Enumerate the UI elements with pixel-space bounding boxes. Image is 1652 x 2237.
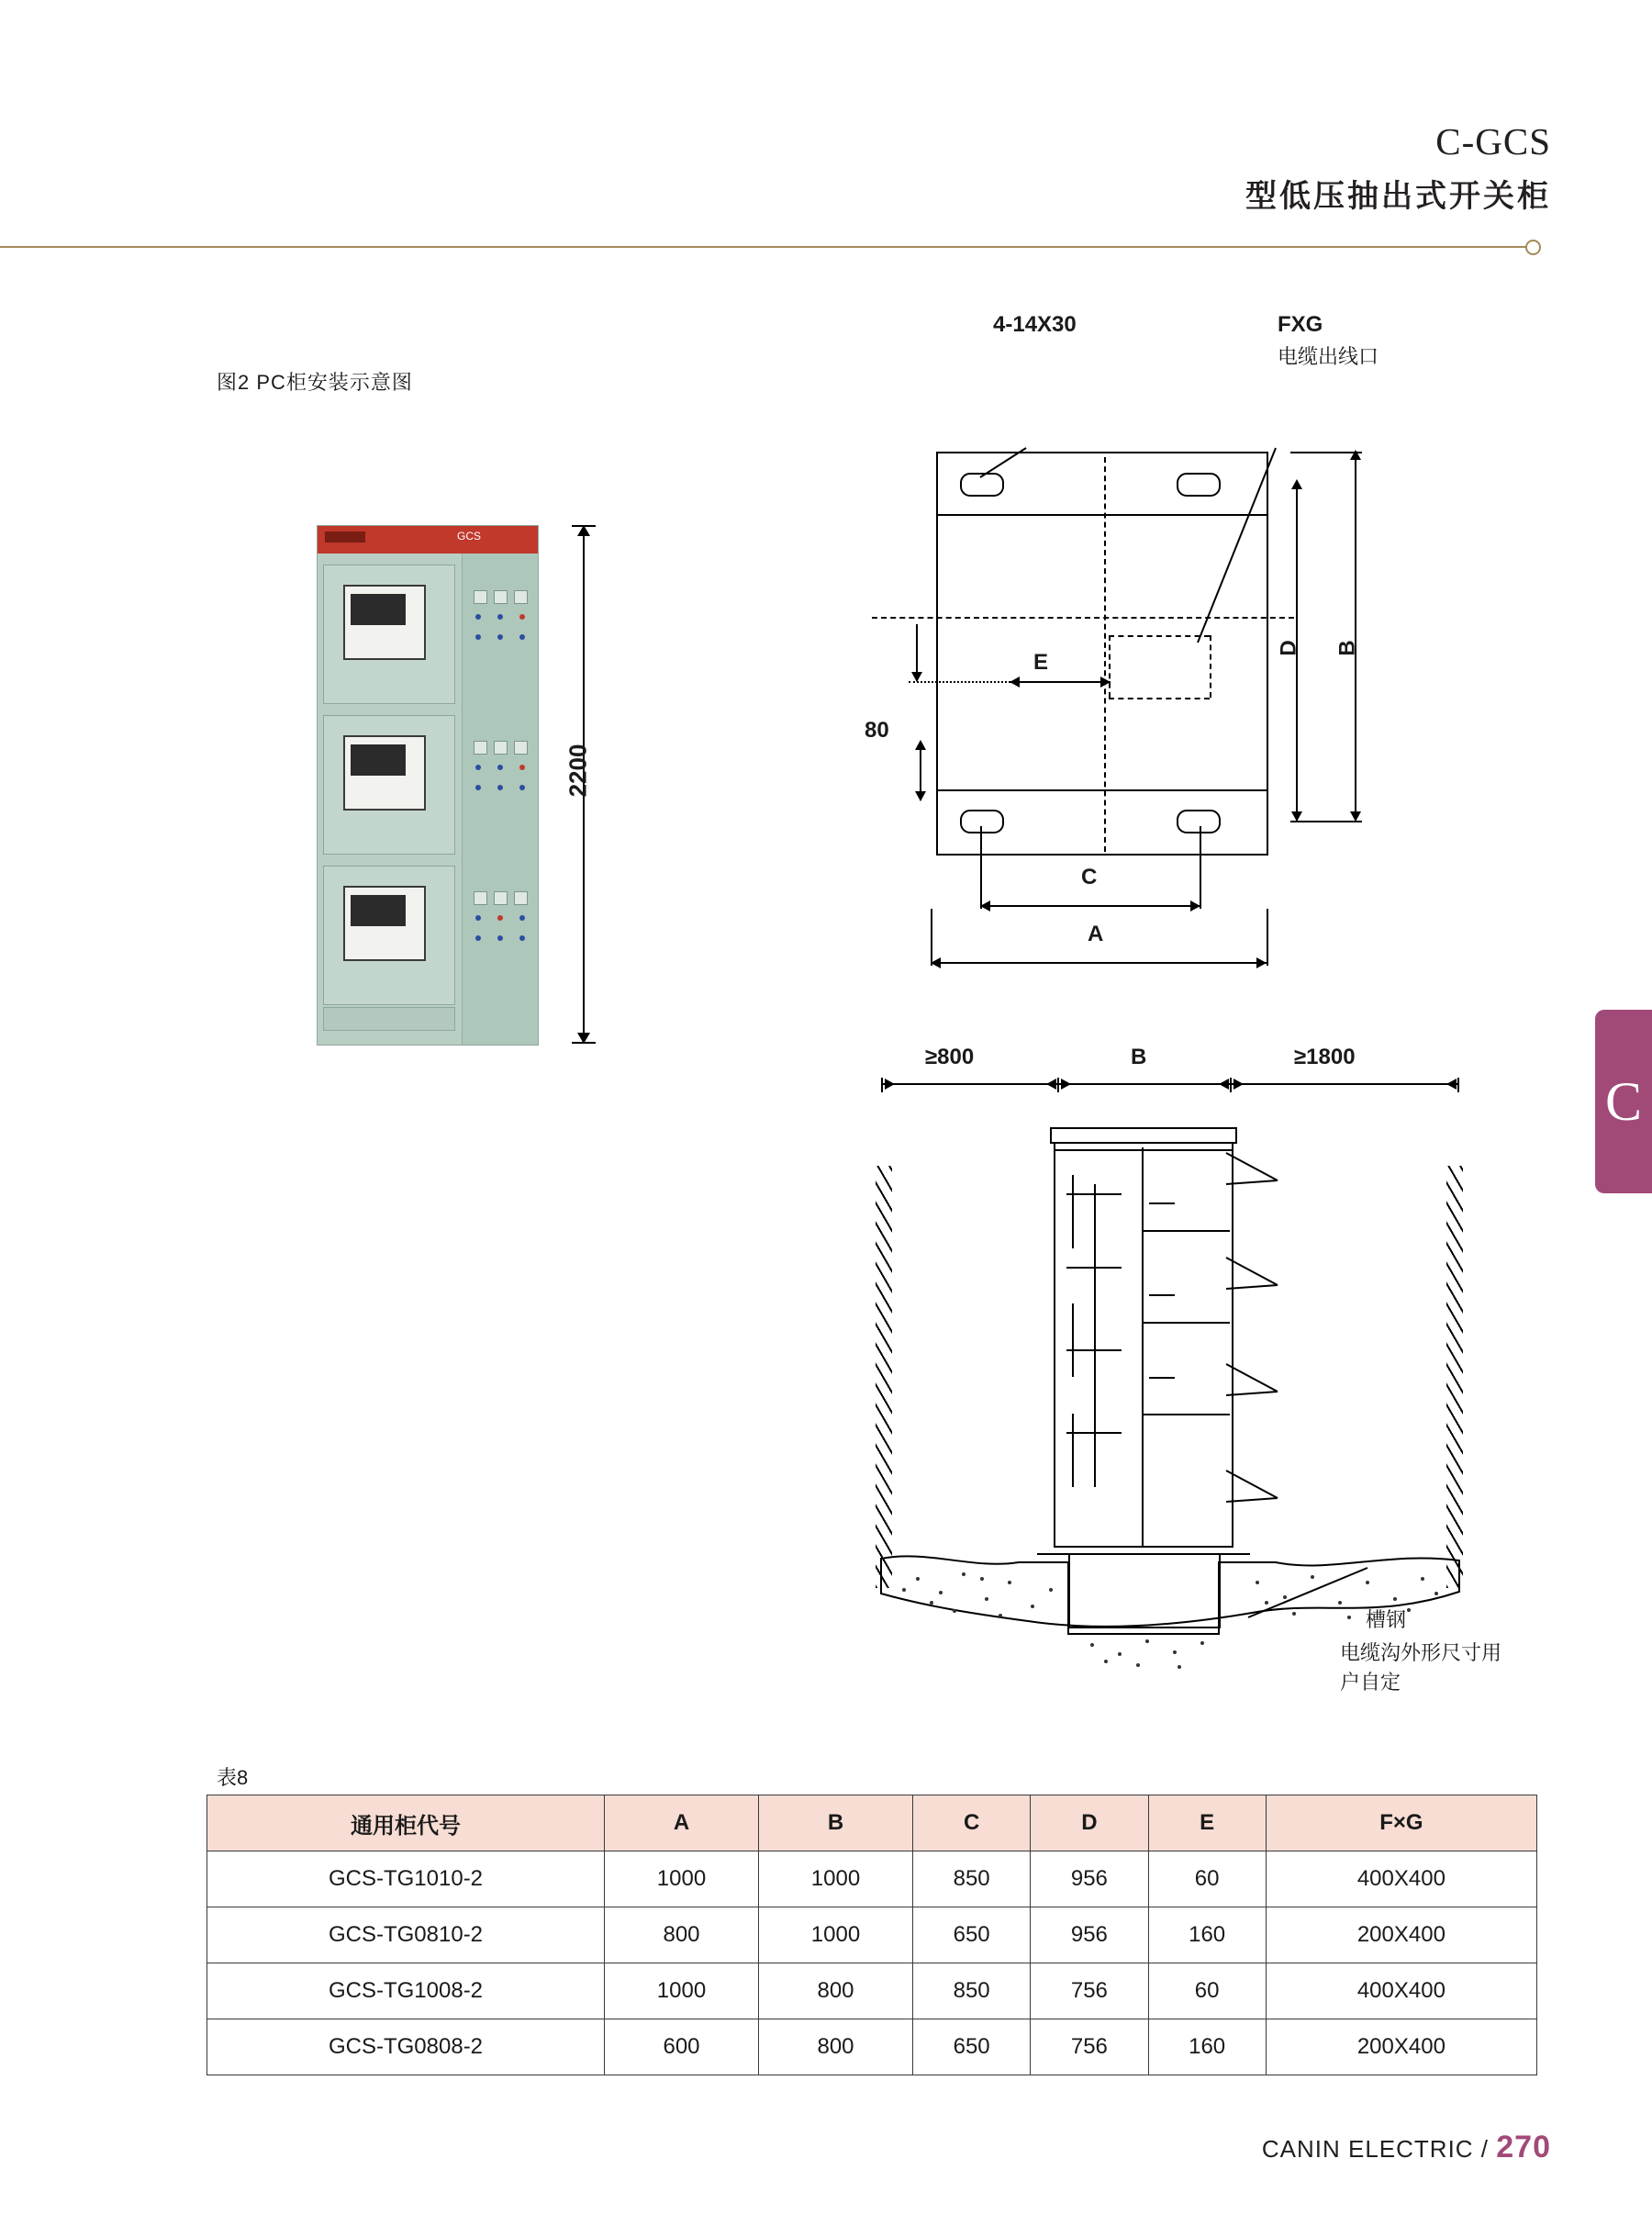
dim-b-ext-bottom [1290, 821, 1362, 822]
table-header-cell-0: 通用柜代号 [207, 1795, 605, 1851]
mounting-slot-bottom-right [1177, 810, 1221, 833]
dim-b-label: B [1334, 640, 1360, 656]
plan-inner-bottom [936, 789, 1268, 791]
fxg-sub-label: 电缆出线口 [1278, 345, 1379, 368]
dim-a-label: A [1088, 922, 1104, 946]
table-cell-fg: 400X400 [1266, 1851, 1536, 1907]
dim-d-label: D [1276, 640, 1301, 656]
table-row [207, 2019, 1537, 2075]
clearance-arrow-b [1046, 1079, 1056, 1090]
table-header-cell-3: C [913, 1795, 1031, 1851]
left-clearance-label: ≥800 [925, 1045, 975, 1069]
panel-switch-6 [514, 741, 528, 755]
panel-switch-8 [494, 891, 508, 905]
unit-frame-2 [1072, 1303, 1074, 1377]
table-cell-b: 1000 [759, 1851, 913, 1907]
cabinet-brand-text: GCS [456, 530, 481, 542]
header-rule [0, 246, 1533, 248]
panel-indicator-10 [475, 785, 481, 790]
wall-right [1446, 1166, 1463, 1588]
cabinet-meter-3 [343, 886, 426, 961]
cabinet-vent [323, 1007, 455, 1031]
dim-c-ext-right [1200, 826, 1201, 909]
dim-a-ext-right [1267, 909, 1268, 966]
clearance-arrow-a [885, 1079, 895, 1090]
dim-c-ext-left [980, 826, 982, 909]
footer-brand: CANIN ELECTRIC / [1261, 2135, 1490, 2163]
cabinet-meter-1 [343, 585, 426, 660]
panel-indicator-17 [497, 935, 503, 941]
page-header [1245, 119, 1551, 216]
table-header-cell-1: A [605, 1795, 759, 1851]
panel-indicator-11 [497, 785, 503, 790]
cabinet-top-banner [318, 526, 538, 554]
table-cell-e: 60 [1148, 1963, 1266, 2019]
table-cell-b: 800 [759, 2019, 913, 2075]
table-cell-model: GCS-TG0810-2 [207, 1907, 605, 1963]
panel-switch-5 [494, 741, 508, 755]
table-cell-a: 600 [605, 2019, 759, 2075]
dim-a-arrow-right [1256, 957, 1267, 968]
dim-80-label: 80 [865, 718, 889, 743]
table-cell-d: 956 [1031, 1851, 1148, 1907]
dimension-height-value: 2200 [564, 744, 592, 798]
cabinet-roof-right [1235, 1127, 1237, 1142]
cabinet-partition [1142, 1147, 1144, 1548]
clearance-tick-2 [1230, 1078, 1232, 1092]
riser-bar [1094, 1184, 1096, 1487]
table-header-cell-6: F×G [1266, 1795, 1536, 1851]
page-footer [1262, 2130, 1551, 2165]
panel-switch-9 [514, 891, 528, 905]
compartment-divider-2 [1144, 1322, 1230, 1324]
dimension-table [206, 1795, 1537, 2075]
panel-indicator-3 [519, 614, 525, 620]
table-cell-fg: 200X400 [1266, 2019, 1536, 2075]
compartment-divider-1 [1144, 1230, 1230, 1232]
footer-page-number: 270 [1496, 2130, 1551, 2164]
hole-spec-label: 4-14X30 [993, 312, 1077, 337]
panel-indicator-2 [497, 614, 503, 620]
plan-outline-bottom [936, 854, 1268, 856]
panel-indicator-9 [519, 765, 525, 770]
panel-indicator-13 [475, 915, 481, 921]
table-cell-b: 1000 [759, 1907, 913, 1963]
cabinet-roof-left [1050, 1127, 1052, 1142]
dim-80-arrow-down [915, 791, 926, 801]
installation-section-drawing [863, 1045, 1502, 1707]
dim-a-ext-left [931, 909, 932, 966]
unit-frame-3 [1072, 1414, 1074, 1487]
device-2 [1149, 1294, 1175, 1296]
table-cell-d: 756 [1031, 2019, 1148, 2075]
table-cell-e: 160 [1148, 1907, 1266, 1963]
table-cell-model: GCS-TG0808-2 [207, 2019, 605, 2075]
header-title-cn: 型低压抽出式开关柜 [1245, 179, 1551, 214]
clearance-tick-3 [1457, 1078, 1459, 1092]
cabinet-brand-plate [325, 531, 365, 542]
clearance-dim-line [881, 1083, 1459, 1085]
trench-note-line2: 户自定 [1340, 1671, 1401, 1694]
section-tab-c [1595, 1010, 1652, 1193]
table-cell-c: 650 [913, 2019, 1031, 2075]
panel-indicator-1 [475, 614, 481, 620]
mounting-slot-bottom-left [960, 810, 1004, 833]
table-cell-d: 756 [1031, 1963, 1148, 2019]
panel-switch-1 [474, 590, 487, 604]
channel-steel-note: 槽钢 [1366, 1608, 1407, 1631]
table-cell-c: 850 [913, 1963, 1031, 2019]
clearance-arrow-f [1446, 1079, 1457, 1090]
dim-a-line [931, 962, 1267, 964]
figure-caption: 图2 PC柜安装示意图 [217, 371, 413, 394]
cabinet-wall-left [1054, 1142, 1055, 1546]
table-cell-a: 1000 [605, 1963, 759, 2019]
table-cell-fg: 400X400 [1266, 1963, 1536, 2019]
panel-indicator-16 [475, 935, 481, 941]
cabinet-meter-2 [343, 735, 426, 811]
panel-indicator-14 [497, 915, 503, 921]
panel-switch-7 [474, 891, 487, 905]
door-open-arcs [1221, 1147, 1294, 1542]
panel-indicator-12 [519, 785, 525, 790]
section-tab-letter: C [1604, 1070, 1643, 1132]
table-cell-c: 850 [913, 1851, 1031, 1907]
cabinet-roof-top [1050, 1127, 1237, 1129]
wall-left [876, 1166, 892, 1588]
panel-indicator-6 [519, 634, 525, 640]
table-header-cell-4: D [1031, 1795, 1148, 1851]
table-cell-c: 650 [913, 1907, 1031, 1963]
panel-switch-2 [494, 590, 508, 604]
cabinet-right-panel [462, 554, 538, 1045]
clearance-tick-1 [1057, 1078, 1059, 1092]
clearance-arrow-e [1233, 1079, 1244, 1090]
panel-switch-3 [514, 590, 528, 604]
header-rule-endpoint-icon [1525, 240, 1541, 255]
cabinet-roof-bottom [1050, 1142, 1237, 1144]
table-header-cell-5: E [1148, 1795, 1266, 1851]
cabinet-width-label: B [1131, 1045, 1147, 1069]
unit-frame-1 [1072, 1175, 1074, 1248]
dim-c-line [980, 905, 1200, 907]
clearance-arrow-c [1061, 1079, 1071, 1090]
table-cell-e: 160 [1148, 2019, 1266, 2075]
device-3 [1149, 1377, 1175, 1379]
table-header-cell-2: B [759, 1795, 913, 1851]
dim-80-arrow-up [915, 740, 926, 750]
cabinet-ceiling [1054, 1149, 1233, 1151]
fxg-label: FXG [1278, 312, 1323, 337]
table-cell-e: 60 [1148, 1851, 1266, 1907]
compartment-divider-3 [1144, 1414, 1230, 1415]
mounting-plan-drawing [865, 312, 1450, 982]
dim-c-label: C [1081, 865, 1098, 889]
table-cell-fg: 200X400 [1266, 1907, 1536, 1963]
clearance-tick-0 [881, 1078, 883, 1092]
right-clearance-label: ≥1800 [1294, 1045, 1356, 1069]
table-cell-b: 800 [759, 1963, 913, 2019]
table-cell-model: GCS-TG1008-2 [207, 1963, 605, 2019]
dimension-height-2200 [564, 525, 601, 1044]
table-cell-d: 956 [1031, 1907, 1148, 1963]
panel-indicator-18 [519, 935, 525, 941]
table-label: 表8 [217, 1766, 249, 1789]
panel-indicator-15 [519, 915, 525, 921]
trench-note-line1: 电缆沟外形尺寸用 [1340, 1641, 1502, 1664]
leader-lines [881, 340, 1450, 725]
table-header-row [207, 1795, 1537, 1851]
table-cell-model: GCS-TG1010-2 [207, 1851, 605, 1907]
device-1 [1149, 1202, 1175, 1204]
clearance-arrow-d [1219, 1079, 1229, 1090]
table-row [207, 1907, 1537, 1963]
dim-e-label: E [1033, 650, 1049, 675]
panel-switch-4 [474, 741, 487, 755]
table-cell-a: 800 [605, 1907, 759, 1963]
header-title-en: C-GCS [1435, 120, 1551, 162]
panel-indicator-8 [497, 765, 503, 770]
table-row [207, 1963, 1537, 2019]
panel-indicator-5 [497, 634, 503, 640]
cabinet-photo [317, 525, 539, 1046]
panel-indicator-4 [475, 634, 481, 640]
table-cell-a: 1000 [605, 1851, 759, 1907]
table-row [207, 1851, 1537, 1907]
panel-indicator-7 [475, 765, 481, 770]
